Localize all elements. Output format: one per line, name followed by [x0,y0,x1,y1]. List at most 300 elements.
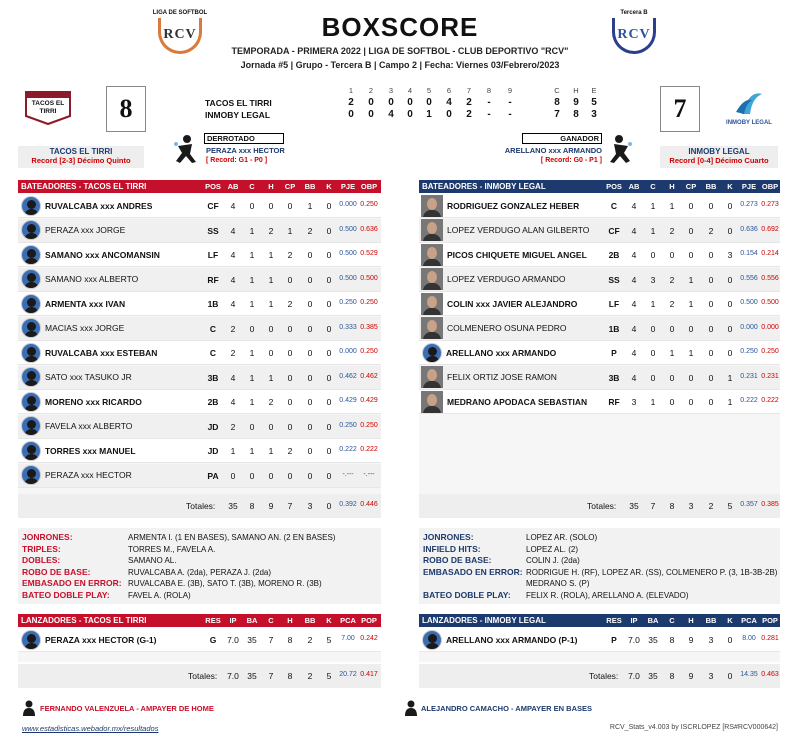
stat-cell: C [610,201,618,211]
stat-cell: 0 [249,421,255,432]
home-logo-text: INMOBY LEGAL [726,120,772,126]
totals-row [419,494,780,518]
team-rhe: 8 [573,109,579,120]
stat-cell: 0 [326,323,332,334]
pitching-totals-cell: 3 [708,671,714,681]
inning-runs: 1 [426,109,432,120]
totals-label: Totales: [186,501,216,511]
pitching-cell: G [209,635,217,645]
stat-cell: 0.222 [740,397,758,404]
stat-cell: 0.222 [761,397,779,404]
rhe-label: H [573,86,579,95]
umpire-home-icon [22,700,36,716]
stat-cell: 0 [268,421,274,432]
stat-cell: 0 [326,201,332,211]
pitching-header [18,614,381,627]
inning-number: 2 [368,86,374,95]
stat-cell: 0 [669,250,675,260]
inning-number: 1 [348,86,354,95]
table-row [419,243,780,267]
player-name: MACIAS xxx JORGE [45,323,125,333]
player-name: RUVALCABA xxx ANDRES [45,200,153,211]
pitching-totals-cell: 5 [326,671,332,681]
totals-cell: 9 [268,501,274,511]
pitching-col-header: POP [361,616,377,625]
pitching-col-header: IP [229,616,237,625]
stat-cell: 0 [287,421,293,432]
stat-cell: 1 [268,250,274,260]
table-row [18,464,381,488]
pitcher-row [419,628,780,652]
stat-cell: 0 [307,470,313,481]
stat-cell: 0.462 [360,372,378,380]
pitching-cell: 0.281 [761,635,779,642]
batting-col-header: BB [705,182,717,191]
stat-cell: 0.692 [761,225,779,233]
player-name: PERAZA xxx HECTOR [45,470,132,480]
pitching-cell: 0.242 [360,635,378,642]
rcv-logo-blue: RCV [612,18,656,54]
stat-cell: JD [207,446,219,456]
stat-cell: 0.250 [740,348,758,355]
pitching-col-header: C [268,616,274,625]
totals-cell: 3 [307,501,313,511]
pitching-totals-cell: 8 [669,671,675,681]
player-name: FELIX ORTIZ JOSE RAMON [447,372,557,382]
stat-cell: 1 [249,397,255,407]
stat-cell: 1 [249,250,255,260]
pitching-cell: 0 [727,635,733,645]
pitching-col-header: BB [304,616,316,625]
totals-cell: 7 [650,501,656,511]
stat-cell: 1 [650,201,656,211]
pitcher-row [18,628,381,652]
stat-cell: 2 [669,299,675,309]
stat-cell: 0 [727,225,733,236]
away-notes [18,528,381,604]
pitching-totals-cell: 7.0 [628,671,640,681]
player-avatar [421,317,443,339]
stat-cell: 1 [669,348,675,358]
player-avatar [21,220,41,240]
away-pitcher-icon [172,134,198,164]
stat-cell: 0.500 [339,274,357,282]
player-avatar [21,318,41,338]
stat-cell: 0 [650,323,656,334]
stat-cell: 0 [268,201,274,211]
player-avatar [21,465,41,485]
stat-cell: 0.529 [360,250,378,257]
stat-cell: 0 [650,250,656,260]
player-name: LOPEZ VERDUGO ALAN GILBERTO [447,225,590,235]
stat-cell: 2 [268,397,274,407]
player-name: SATO xxx TASUKO JR [45,372,132,382]
away-score: 8 [106,86,146,132]
stat-cell: 0 [307,397,313,407]
pitching-col-header: RES [606,616,622,625]
stat-cell: 4 [230,225,236,236]
totals-cell: 2 [708,501,714,511]
note-value: COLIN J. (2da) [526,556,580,565]
pitching-col-header: H [688,616,694,625]
stat-cell: 3 [650,274,656,285]
division-logo-caption: Tercera B [620,10,648,16]
stat-cell: 0.556 [761,274,779,282]
table-row [18,415,381,439]
batting-col-header: AB [227,182,239,191]
stat-cell: 0 [287,274,293,285]
stat-cell: 0.556 [740,274,758,282]
stat-cell: 0 [287,323,293,334]
stat-cell: 0.250 [360,348,378,355]
totals-cell: 3 [688,501,694,511]
stat-cell: 0.500 [761,299,779,306]
home-pitching-table [419,614,780,688]
note-value: RODRIGUE H. (RF), LOPEZ AR. (SS), COLMENERO P. (3, 1B-3B-2B) [526,567,778,577]
totals-cell: 5 [727,501,733,511]
stat-cell: 4 [631,225,637,236]
stat-cell: 0.250 [761,348,779,355]
inning-number: 9 [507,86,513,95]
stat-cell: 0 [688,323,694,334]
team-rhe: 8 [554,97,560,108]
pitching-totals-cell: 7.0 [227,671,239,681]
stat-cell: 0.000 [339,201,357,208]
home-pitcher-name: ARELLANO xxx ARMANDO [504,146,602,155]
away-pitcher-result: DERROTADO [204,133,284,144]
pitching-totals-cell: 2 [307,671,313,681]
pitching-col-header: BB [705,616,717,625]
batting-header-title: BATEADORES - TACOS EL TIRRI [21,182,147,191]
inning-runs: - [487,109,491,120]
table-row [419,292,780,316]
pitching-totals [419,664,780,688]
totals-label: Totales: [587,501,617,511]
batting-col-header: CP [685,182,697,191]
linescore-home-name: INMOBY LEGAL [205,110,271,120]
stat-cell: 0 [268,323,274,334]
pitching-header-title: LANZADORES - TACOS EL TIRRI [21,616,147,625]
player-avatar [421,391,443,413]
player-name: COLMENERO OSUNA PEDRO [447,323,567,333]
batting-col-header: H [268,182,274,191]
note-value: SAMANO AL. [128,556,177,565]
pitching-col-header: POP [762,616,778,625]
rhe-label: E [591,86,597,95]
inning-runs: 0 [407,97,413,108]
stat-cell: 2B [608,250,620,260]
player-avatar [421,293,443,315]
stat-cell: 1 [688,299,694,309]
stat-cell: 4 [230,274,236,285]
note-label: ROBO DE BASE: [22,566,91,577]
pitching-cell: 2 [307,635,313,645]
stat-cell: 4 [631,250,637,260]
pitcher-avatar [21,630,41,650]
pitching-blank [419,652,780,662]
stat-cell: 4 [631,274,637,285]
away-batting-table [18,180,381,516]
stat-cell: 1 [249,274,255,285]
batting-header-title: BATEADORES - INMOBY LEGAL [422,182,546,191]
stat-cell: 0 [287,470,293,481]
inning-runs: 4 [388,109,394,120]
stat-cell: 0 [669,397,675,407]
stat-cell: 2 [287,299,293,309]
note-label: BATEO DOBLE PLAY: [423,589,511,600]
stat-cell: 0 [326,397,332,407]
note-value: LOPEZ AL. (2) [526,544,579,554]
pitching-totals-cell: 0.463 [761,671,779,678]
stat-cell: 4 [230,299,236,309]
pitching-totals-cell: 35 [648,671,658,681]
stat-cell: 0.429 [339,397,357,404]
linescore-away-name: TACOS EL TIRRI [205,98,272,108]
stat-cell: 3 [631,397,637,407]
stat-cell: 0.500 [339,250,357,257]
stat-cell: 2 [287,446,293,456]
stat-cell: 0.636 [740,225,758,233]
totals-cell: 0.357 [740,501,758,508]
stat-cell: CF [207,201,219,211]
stat-cell: 0 [287,348,293,358]
inning-number: 5 [426,86,432,95]
player-name: MEDRANO APODACA SEBASTIAN [447,396,588,407]
stat-cell: 0.250 [360,299,378,306]
pitching-cell: 8.00 [742,635,756,642]
away-pitcher-record: [ Record: G1 - P0 ] [206,157,268,164]
player-name: RODRIGUEZ GONZALEZ HEBER [447,200,580,211]
player-avatar [21,294,41,314]
note-value: RUVALCABA E. (3B), SATO T. (3B), MORENO R. (3B) [128,579,322,588]
stat-cell: 0 [326,225,332,236]
stat-cell: 4 [230,372,236,383]
stat-cell: RF [207,274,219,285]
stat-cell: 4 [631,348,637,358]
note-value: FAVEL A. (ROLA) [128,590,191,600]
note-value: ARMENTA I. (1 EN BASES), SAMANO AN. (2 EN BASES) [128,533,336,542]
footer-link[interactable]: www.estadisticas.webador.mx/resultados [22,724,159,733]
batting-col-header: C [650,182,656,191]
stat-cell: 0 [230,470,236,481]
stat-cell: -.--- [342,470,354,478]
stat-cell: 1 [688,348,694,358]
pitching-cell: 8 [287,635,293,645]
pitching-cell: 35 [247,635,257,645]
pitching-header [419,614,780,627]
stat-cell: 4 [631,372,637,383]
stat-cell: 0 [727,348,733,358]
totals-cell: 0.446 [360,501,378,508]
stat-cell: 0.154 [740,250,758,257]
stat-cell: 0 [688,225,694,236]
stat-cell: 0.636 [360,225,378,233]
home-batting-table [419,180,780,516]
umpire-home: FERNANDO VALENZUELA - AMPAYER DE HOME [40,704,214,713]
batting-col-header: PJE [741,182,757,191]
pitcher-avatar [422,630,442,650]
stat-cell: 0 [307,446,313,456]
batting-col-header: POS [205,182,221,191]
player-avatar [421,268,443,290]
stat-cell: 2 [669,274,675,285]
stat-cell: 0 [307,372,313,383]
stat-cell: 1B [207,299,219,309]
inning-runs: 0 [446,109,452,120]
stat-cell: 0 [669,372,675,383]
stat-cell: SS [207,225,219,236]
stat-cell: 1 [249,446,255,456]
stat-cell: 0 [287,397,293,407]
stat-cell: C [209,348,217,358]
stat-cell: 0 [287,372,293,383]
pitching-header-title: LANZADORES - INMOBY LEGAL [422,616,546,625]
pitching-totals-cell: 8 [287,671,293,681]
stat-cell: 0 [287,201,293,211]
pitching-col-header: BA [647,616,659,625]
stat-cell: 2 [268,225,274,236]
note-label: DOBLES: [22,555,61,565]
stat-cell: 0 [650,372,656,383]
stat-cell: LF [207,250,219,260]
stat-cell: 2 [307,225,313,236]
stat-cell: 2 [708,225,714,236]
inning-runs: - [487,97,491,108]
pitching-cell: 5 [326,635,332,645]
stat-cell: PA [207,470,219,481]
away-pitching-table [18,614,381,688]
note-label: TRIPLES: [22,543,61,554]
stat-cell: 3B [207,372,219,383]
stat-cell: 4 [631,201,637,211]
stat-cell: 0.273 [761,201,779,208]
team-rhe: 9 [573,97,579,108]
totals-cell: 35 [629,501,639,511]
stat-cell: 0.000 [740,323,758,331]
home-score: 7 [660,86,700,132]
totals-cell: 8 [249,501,255,511]
table-row [419,366,780,390]
pitching-totals-cell: 20.72 [339,671,357,678]
stat-cell: 1B [608,323,620,334]
totals-cell: 7 [287,501,293,511]
player-name: PICOS CHIQUETE MIGUEL ANGEL [447,249,587,260]
team-rhe: 5 [591,97,597,108]
pitching-col-header: RES [205,616,221,625]
stat-cell: 0 [307,348,313,358]
stat-cell: 0 [688,372,694,383]
inning-runs: 0 [407,109,413,120]
stat-cell: 0.250 [360,421,378,429]
stat-cell: 0 [268,470,274,481]
stat-cell: 0.333 [339,323,357,331]
away-team-record: Record [2-3] Décimo Quinto [31,156,131,165]
umpire-bases-icon [404,700,418,716]
stat-cell: 0.250 [360,201,378,208]
pitching-totals-cell: 9 [688,671,694,681]
stat-cell: 1 [307,201,313,211]
player-avatar [421,366,443,388]
note-label: JONRONES: [22,532,73,542]
player-avatar [21,343,41,363]
stat-cell: 1 [688,274,694,285]
table-row [419,317,780,341]
batting-col-header: BB [304,182,316,191]
stat-cell: 0.250 [339,421,357,429]
stat-cell: 1 [727,397,733,407]
stat-cell: 0 [307,323,313,334]
inning-runs: - [508,97,512,108]
batting-col-header: POS [606,182,622,191]
player-avatar [21,269,41,289]
umpire-bases: ALEJANDRO CAMACHO - AMPAYER EN BASES [421,704,592,713]
table-row [18,292,381,316]
stat-cell: 2 [287,250,293,260]
stat-cell: SS [608,274,620,285]
pitching-totals-cell: 7 [268,671,274,681]
stat-cell: 2B [207,397,219,407]
stat-cell: 0 [326,470,332,481]
stat-cell: 0 [708,397,714,407]
pitching-cell: 7.0 [628,635,640,645]
footer-credit: RCV_Stats_v4.003 by ISCRLOPEZ [RS#RCV000642] [609,724,778,731]
stat-cell: 0 [326,446,332,456]
stat-cell: 0 [688,201,694,211]
stat-cell: 0 [708,348,714,358]
player-avatar [21,416,41,436]
pitching-col-header: K [727,616,733,625]
totals-cell: 8 [669,501,675,511]
season-line: TEMPORADA - PRIMERA 2022 | LIGA DE SOFTBOL - CLUB DEPORTIVO "RCV" [231,46,569,56]
stat-cell: 0.222 [360,446,378,453]
stat-cell: 0 [307,250,313,260]
stat-cell: 0 [688,250,694,260]
stat-cell: 0.250 [339,299,357,306]
stat-cell: JD [207,421,219,432]
inning-runs: 0 [368,109,374,120]
team-rhe: 7 [554,109,560,120]
table-row [18,268,381,292]
table-row [419,268,780,292]
table-row [18,366,381,390]
table-row [18,194,381,218]
note-value: MEDRANO S. (P) [526,579,590,588]
note-label: BATEO DOBLE PLAY: [22,589,110,600]
note-label: EMBASADO EN ERROR: [22,578,122,588]
rcv-logo: RCV [158,18,202,54]
stat-cell: 0.500 [740,299,758,306]
stat-cell: 1 [268,372,274,383]
player-name: TORRES xxx MANUEL [45,445,136,456]
stat-cell: 0 [708,274,714,285]
home-pitcher-record: [ Record: G0 - P1 ] [540,157,602,164]
stat-cell: 0 [307,421,313,432]
inning-runs: 2 [466,109,472,120]
pitching-cell: 7.00 [341,635,355,642]
stat-cell: 0 [727,323,733,334]
pitching-col-header: C [669,616,675,625]
inning-runs: 0 [368,97,374,108]
stat-cell: 3B [608,372,620,383]
totals-cell: 0 [326,501,332,511]
player-avatar [21,367,41,387]
pitching-cell: 3 [708,635,714,645]
note-value: RUVALCABA A. (2da), PERAZA J. (2da) [128,567,272,577]
stat-cell: 0 [326,250,332,260]
inning-runs: 2 [348,97,354,108]
stat-cell: 2 [230,421,236,432]
pitching-col-header: K [326,616,332,625]
